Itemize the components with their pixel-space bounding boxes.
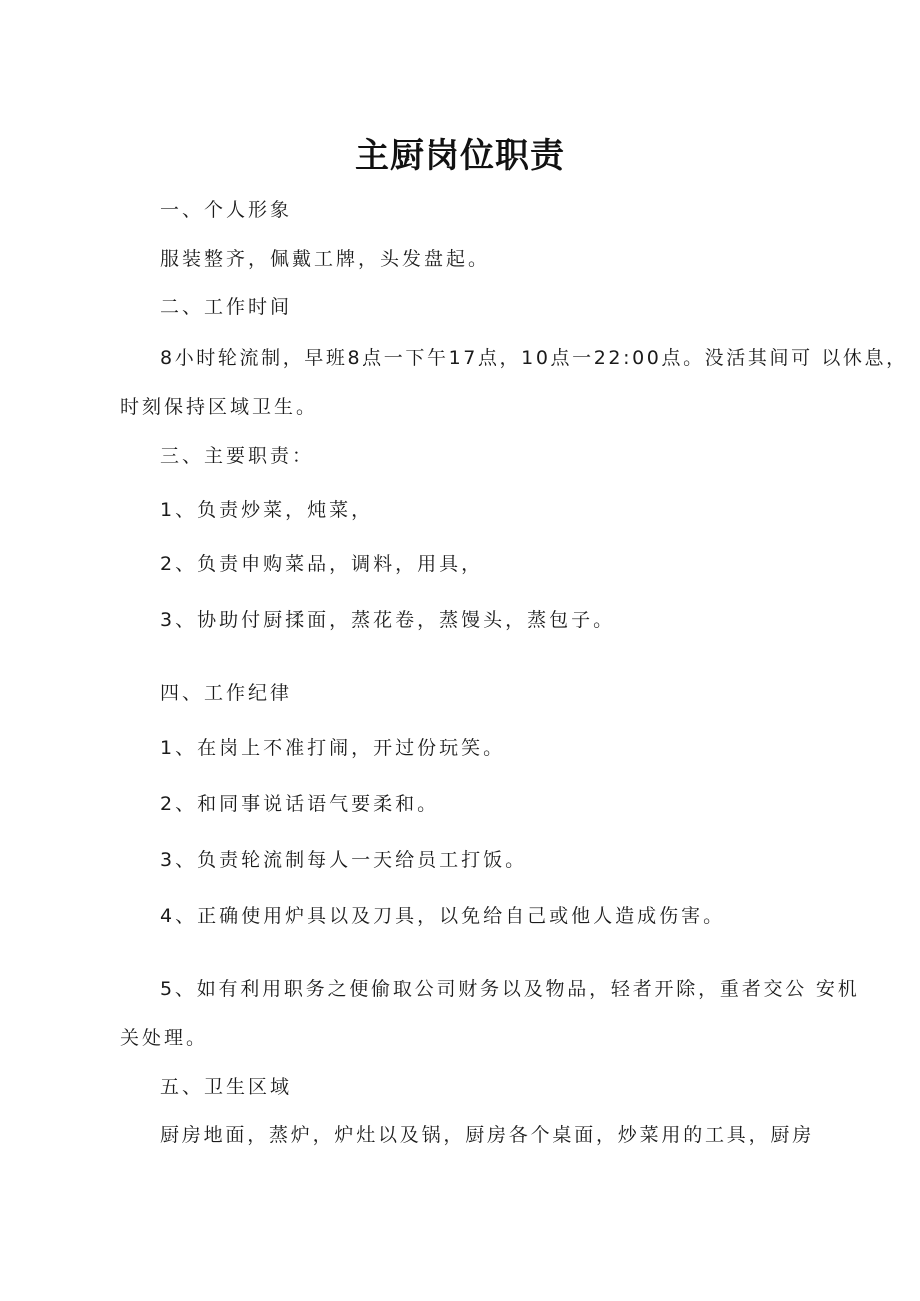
- section-heading-work-hours: 二、工作时间: [160, 296, 293, 318]
- section-heading-work-discipline: 四、工作纪律: [160, 682, 293, 704]
- list-item-duty-3: 3、协助付厨揉面，蒸花卷，蒸馒头，蒸包子。: [160, 609, 616, 631]
- paragraph-dress-code: 服装整齐，佩戴工牌，头发盘起。: [160, 248, 491, 270]
- list-item-duty-1: 1、负责炒菜，炖菜，: [160, 499, 374, 521]
- section-heading-main-duties: 三、主要职责：: [160, 445, 315, 467]
- paragraph-work-hours-line-1: 8小时轮流制，早班8点一下午17点，10点一22:00点。没活其间可 以休息，: [160, 347, 908, 369]
- list-item-discipline-1: 1、在岗上不准打闹，开过份玩笑。: [160, 737, 506, 759]
- page-title: 主厨岗位职责: [355, 136, 565, 176]
- paragraph-work-hours-line-2: 时刻保持区域卫生。: [120, 396, 319, 418]
- paragraph-hygiene-area: 厨房地面，蒸炉，炉灶以及锅，厨房各个桌面，炒菜用的工具，厨房: [160, 1124, 815, 1146]
- section-heading-hygiene-area: 五、卫生区域: [160, 1076, 293, 1098]
- list-item-discipline-2: 2、和同事说话语气要柔和。: [160, 793, 440, 815]
- list-item-discipline-4: 4、正确使用炉具以及刀具，以免给自己或他人造成伤害。: [160, 905, 726, 927]
- section-heading-personal-image: 一、个人形象: [160, 199, 293, 221]
- list-item-duty-2: 2、负责申购菜品，调料，用具，: [160, 553, 484, 575]
- list-item-discipline-3: 3、负责轮流制每人一天给员工打饭。: [160, 849, 528, 871]
- list-item-discipline-5-line-2: 关处理。: [120, 1027, 209, 1049]
- list-item-discipline-5-line-1: 5、如有利用职务之便偷取公司财务以及物品，轻者开除，重者交公 安机: [160, 978, 860, 1000]
